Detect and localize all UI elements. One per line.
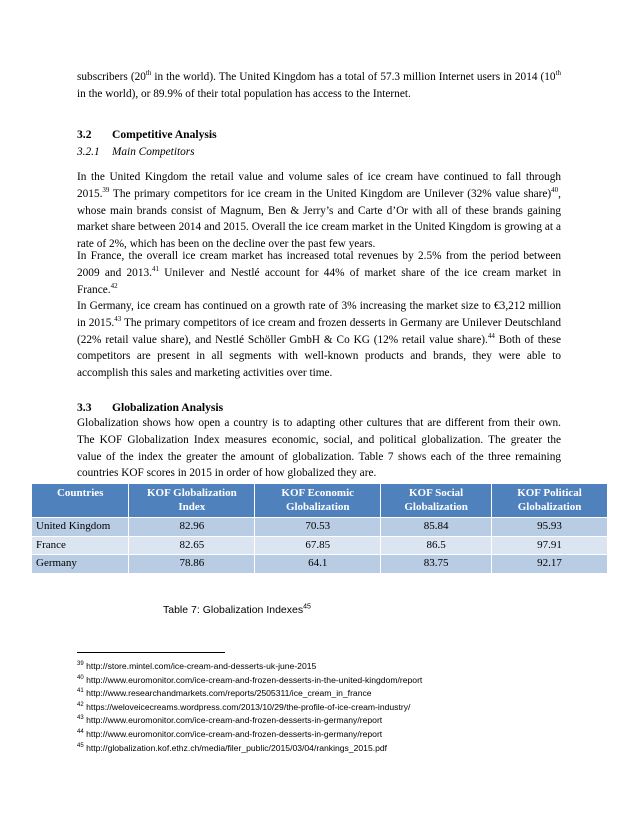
table-header-cell: KOF Social Globalization	[381, 484, 492, 518]
footnote-separator	[77, 652, 225, 653]
table-cell: 70.53	[255, 518, 381, 537]
table-cell: 92.17	[492, 555, 608, 573]
table-cell: 97.91	[492, 536, 608, 555]
globalization-paragraph: Globalization shows how open a country is to adapting other cultures that are different from their own. The KOF Globalization Index measures economic, social, and political globalization. The greater the value of the index the greater the amount of globalization. Table 7 shows each of the three remaining countries KOF scores in 2015 in order of how globalized they are.	[77, 417, 561, 480]
table-cell: 95.93	[492, 518, 608, 537]
footnote: $^{39}$ http://store.mintel.com/ice-cream-and-desserts-uk-june-2015	[77, 661, 317, 671]
footnote: $^{45}$ http://globalization.kof.ethz.ch/media/filer_public/2015/03/04/rankings_2015.pdf	[77, 742, 388, 753]
table-header-cell: Countries	[32, 484, 129, 518]
table-cell: 82.96	[129, 518, 255, 537]
table-row	[32, 555, 608, 573]
table-header-row	[32, 484, 608, 518]
footnote: $^{44}$ http://www.euromonitor.com/ice-cream-and-frozen-desserts-in-germany/report	[77, 728, 383, 739]
footnote: $^{42}$ https://weloveicecreams.wordpress.com/2013/10/29/the-profile-of-ice-cream-industry/	[77, 701, 411, 712]
table-caption: Table 7: Globalization Indexes$^{45}$	[163, 603, 311, 616]
intro-paragraph: subscribers (20th in the world). The United Kingdom has a total of 57.3 million Internet users in 2014 (10th in the world), or 89.9% of their total population has access to the Internet.	[77, 69, 562, 100]
footnotes	[77, 660, 597, 755]
france-competitors-paragraph: In France, the overall ice cream market has increased total revenues by 2.5% from the period between 2009 and 2013.41 Unilever and Nestlé account for 44% of market share of the ice cream market in France.$^{42}$	[77, 250, 561, 296]
table-header-cell: KOF Economic Globalization	[255, 484, 381, 518]
footnote: $^{40}$ http://www.euromonitor.com/ice-cream-and-frozen-desserts-in-the-united-kingdom/report	[77, 674, 423, 685]
table-cell-country: France	[32, 536, 129, 555]
table-header-cell: KOF Globalization Index	[129, 484, 255, 518]
footnote-link[interactable]: http://www.euromonitor.com/ice-cream-and-frozen-desserts-in-germany/report	[86, 728, 383, 739]
subsection-heading-3-2-1: 3.2.1 Main Competitors	[77, 146, 195, 158]
table-cell: 67.85	[255, 536, 381, 555]
table-row	[32, 536, 608, 555]
table-cell-country: United Kingdom	[32, 518, 129, 537]
table-row	[32, 518, 608, 537]
footnote: $^{41}$ http://www.researchandmarkets.com/reports/2505311/ice_cream_in_france	[77, 688, 372, 699]
footnote-link[interactable]: http://www.euromonitor.com/ice-cream-and-frozen-desserts-in-the-united-kingdom/report	[86, 674, 423, 685]
section-heading-3-3: 3.3 Globalization Analysis	[77, 401, 224, 414]
section-heading-3-2: 3.2 Competitive Analysis	[77, 128, 217, 141]
footnote: $^{43}$ http://www.euromonitor.com/ice-cream-and-frozen-desserts-in-germany/report	[77, 715, 383, 726]
table-cell: 83.75	[381, 555, 492, 573]
footnote-link[interactable]: https://weloveicecreams.wordpress.com/2013/10/29/the-profile-of-ice-cream-industry/	[86, 701, 411, 712]
table-cell: 78.86	[129, 555, 255, 573]
footnote-link[interactable]: http://www.euromonitor.com/ice-cream-and-frozen-desserts-in-germany/report	[86, 715, 383, 726]
footnote-link[interactable]: http://www.researchandmarkets.com/reports/2505311/ice_cream_in_france	[86, 688, 372, 699]
table-cell: 64.1	[255, 555, 381, 573]
table-cell: 82.65	[129, 536, 255, 555]
footnote-link[interactable]: http://store.mintel.com/ice-cream-and-desserts-uk-june-2015	[86, 661, 317, 671]
globalization-table	[32, 484, 608, 573]
table-header-cell: KOF Political Globalization	[492, 484, 608, 518]
table-cell: 85.84	[381, 518, 492, 537]
table-cell-country: Germany	[32, 555, 129, 573]
germany-competitors-paragraph: In Germany, ice cream has continued on a growth rate of 3% increasing the market size to €3,212 million in 2015.43 The primary competitors of ice cream and frozen desserts in Germany are Unilever Deutschland (22% retail value share), and Nestlé Schöller GmbH & Co KG (12% retail value share).$^{44}$ Both of these competitors are present in all segments with well-known products and brands, they were able to accomplish this sales and marketing activities over time.	[77, 300, 561, 380]
uk-competitors-paragraph: In the United Kingdom the retail value and volume sales of ice cream have continued to fall through 2015.39 The primary competitors for ice cream in the United Kingdom are Unilever (32% value share)$^{40}$, whose main brands consist of Magnum, Ben & Jerry’s and Carte d’Or with all of these brands gaining market share between 2014 and 2015. Overall the ice cream market in the United Kingdom is growing at a rate of 2%, which has been on the decline over the past few years.	[77, 171, 561, 251]
footnote-link[interactable]: http://globalization.kof.ethz.ch/media/filer_public/2015/03/04/rankings_2015.pdf	[86, 742, 388, 753]
table-cell: 86.5	[381, 536, 492, 555]
